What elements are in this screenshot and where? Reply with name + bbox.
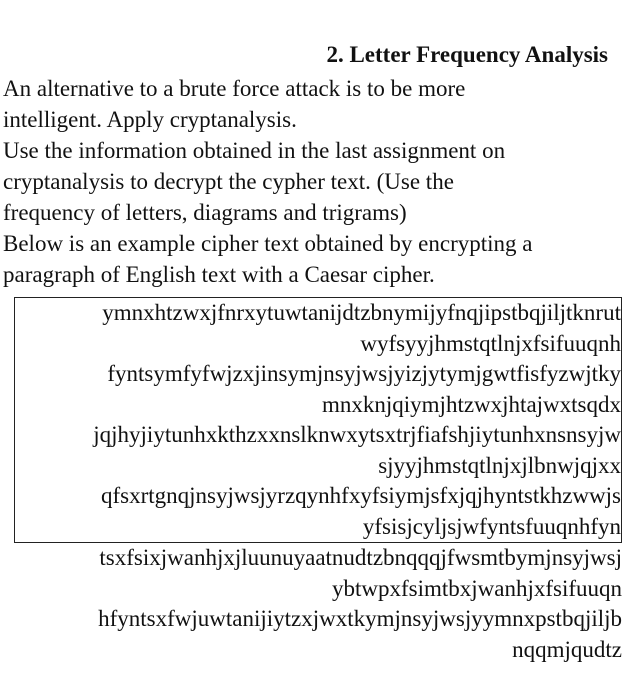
cipher-text-box-end xyxy=(14,512,622,544)
cipher-line: sjyyjhmstqtlnjxjlbnwjqjxx xyxy=(378,452,621,478)
cipher-line: ymnxhtzwxjfnrxytuwtanijdtzbnymijyfnqjipstbqjiljtknrut xyxy=(102,300,621,325)
intro-paragraph xyxy=(3,73,623,290)
intro-line: frequency of letters, diagrams and trigrams) xyxy=(3,200,407,225)
intro-line: paragraph of English text with a Caesar cipher. xyxy=(3,262,435,287)
cipher-line: hfyntsxfwjuwtanijiytzxjwxtkymjnsyjwsjyymnxpstbqjiljb xyxy=(98,606,622,631)
cipher-line: qfsxrtgnqjnsyjwsjyrzqynhfxyfsiymjsfxjqjhyntstkhzwwjs xyxy=(100,483,621,508)
cipher-text-block xyxy=(14,297,622,665)
cipher-line: wyfsyyjhmstqtlnjxfsifuuqnh xyxy=(360,330,621,356)
cipher-line: nqqmjqudtz xyxy=(512,636,622,662)
intro-line: Below is an example cipher text obtained by encrypting a xyxy=(3,231,533,256)
intro-line: cryptanalysis to decrypt the cypher text. (Use the xyxy=(3,169,454,194)
cipher-line: mnxknjqiymjhtzwxjhtajwxtsqdx xyxy=(322,391,621,417)
cipher-line: jqjhyjiytunhxkthzxxnslknwxytsxtrjfiafshjiytunhxnsnsyjw xyxy=(93,422,621,447)
cipher-text-box xyxy=(14,297,622,512)
cipher-line: yfsisjcyljsjwfyntsfuuqnhfyn xyxy=(362,513,621,539)
cipher-line: ybtwpxfsimtbxjwanhjxfsifuuqn xyxy=(331,575,622,601)
intro-line: An alternative to a brute force attack is to be more xyxy=(3,76,466,101)
cipher-line: tsxfsixjwanhjxjluunuyaatnudtzbnqqqjfwsmtbymjnsyjwsj xyxy=(99,545,622,570)
intro-line: Use the information obtained in the last assignment on xyxy=(3,138,506,163)
cipher-line: fyntsymfyfwjzxjinsymjnsyjwsjyizjytymjgwtfisfyzwjtky xyxy=(107,361,621,386)
section-heading: 2. Letter Frequency Analysis xyxy=(326,42,608,67)
intro-line: intelligent. Apply cryptanalysis. xyxy=(3,107,297,132)
